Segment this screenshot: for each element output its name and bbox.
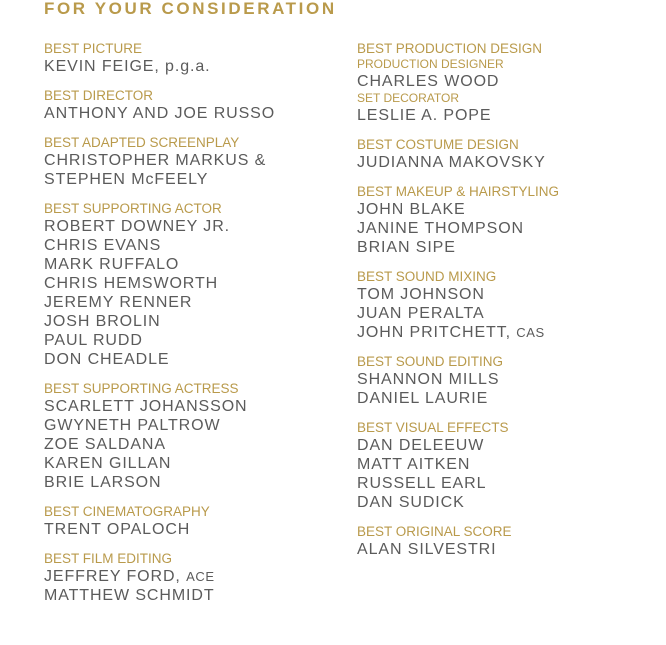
nominee-name	[44, 104, 344, 123]
award-category	[44, 504, 344, 539]
nominee-name	[357, 370, 657, 389]
nominee-name-text: MATT AITKEN	[357, 456, 471, 473]
nominee-name	[44, 435, 344, 454]
nominee-name	[44, 170, 344, 189]
award-category	[357, 269, 657, 342]
nominee-name	[44, 350, 344, 369]
nominee-name-text: CHARLES WOOD	[357, 73, 500, 90]
nominee-name	[44, 57, 344, 76]
nominee-name-text: PAUL RUDD	[44, 332, 143, 349]
category-title: BEST SUPPORTING ACTOR	[44, 201, 222, 216]
nominee-name	[357, 540, 657, 559]
nominee-name-text: JEFFREY FORD,	[44, 568, 187, 585]
award-category	[357, 137, 657, 172]
nominee-name-text: SCARLETT JOHANSSON	[44, 398, 248, 415]
nominee-name-text: JUDIANNA MAKOVSKY	[357, 154, 546, 171]
nominee-name	[44, 397, 344, 416]
nominee-name-text: SHANNON MILLS	[357, 371, 500, 388]
nominee-name	[357, 238, 657, 257]
nominee-name-text: ZOE SALDANA	[44, 436, 166, 453]
nominee-name-text: JEREMY RENNER	[44, 294, 193, 311]
nominee-name-text: CHRIS EVANS	[44, 237, 162, 254]
nominee-name	[357, 200, 657, 219]
nominee-name-text: TRENT OPALOCH	[44, 521, 191, 538]
nominee-name-text: MATTHEW SCHMIDT	[44, 587, 215, 604]
category-title: BEST PRODUCTION DESIGN	[357, 41, 543, 56]
nominee-name	[44, 293, 344, 312]
nominee-name	[357, 304, 657, 323]
nominee-credential: CAS	[516, 325, 545, 340]
nominee-name	[44, 331, 344, 350]
nominee-name-text: JOSH BROLIN	[44, 313, 161, 330]
nominee-name-text: GWYNETH PALTROW	[44, 417, 221, 434]
nominee-name	[44, 312, 344, 331]
nominee-name-text: JOHN PRITCHETT,	[357, 324, 517, 341]
nominee-name-text: DON CHEADLE	[44, 351, 170, 368]
nominee-name	[357, 455, 657, 474]
nominee-name-text: ALAN SILVESTRI	[357, 541, 497, 558]
category-title: BEST COSTUME DESIGN	[357, 137, 519, 152]
nominee-name-text: CHRIS HEMSWORTH	[44, 275, 219, 292]
nominee-name	[44, 473, 344, 492]
award-category	[357, 524, 657, 559]
nominee-name-text: DAN SUDICK	[357, 494, 465, 511]
page-heading: FOR YOUR CONSIDERATION	[44, 0, 337, 18]
role-subtitle: SET DECORATOR	[357, 91, 460, 105]
nominee-name	[44, 217, 344, 236]
nominee-name-text: KAREN GILLAN	[44, 455, 172, 472]
category-title: BEST PICTURE	[44, 41, 143, 56]
category-title: BEST ORIGINAL SCORE	[357, 524, 512, 539]
role-subtitle: PRODUCTION DESIGNER	[357, 57, 504, 71]
nominee-name	[357, 323, 657, 342]
nominee-name	[44, 416, 344, 435]
category-title: BEST SOUND MIXING	[357, 269, 497, 284]
category-title: BEST DIRECTOR	[44, 88, 154, 103]
nominee-name-text: ROBERT DOWNEY JR.	[44, 218, 230, 235]
category-title: BEST CINEMATOGRAPHY	[44, 504, 210, 519]
category-title: BEST ADAPTED SCREENPLAY	[44, 135, 240, 150]
nominee-name-text: DAN DELEEUW	[357, 437, 485, 454]
nominee-name-text: BRIAN SIPE	[357, 239, 456, 256]
nominee-name	[44, 520, 344, 539]
category-title: BEST FILM EDITING	[44, 551, 173, 566]
left-column	[44, 41, 344, 617]
award-category	[357, 420, 657, 512]
nominee-name	[44, 151, 344, 170]
nominee-name-text: STEPHEN McFEELY	[44, 171, 209, 188]
nominee-name	[44, 586, 344, 605]
award-category	[44, 135, 344, 189]
nominee-name-text: DANIEL LAURIE	[357, 390, 489, 407]
nominee-name-text: ANTHONY AND JOE RUSSO	[44, 105, 276, 122]
nominee-name	[357, 436, 657, 455]
nominee-credential: ACE	[186, 569, 215, 584]
nominee-name	[357, 153, 657, 172]
nominee-name-text: CHRISTOPHER MARKUS &	[44, 152, 267, 169]
award-category	[44, 41, 344, 76]
nominee-name-text: BRIE LARSON	[44, 474, 162, 491]
nominee-name-text: RUSSELL EARL	[357, 475, 487, 492]
nominee-name	[357, 72, 657, 91]
award-category	[357, 184, 657, 257]
award-category	[357, 41, 657, 125]
nominee-name	[357, 389, 657, 408]
nominee-name-text: TOM JOHNSON	[357, 286, 485, 303]
nominee-name	[357, 474, 657, 493]
nominee-name-text: LESLIE A. POPE	[357, 107, 492, 124]
nominee-name-text: JUAN PERALTA	[357, 305, 485, 322]
nominee-name	[44, 567, 344, 586]
nominee-name	[44, 454, 344, 473]
category-title: BEST SOUND EDITING	[357, 354, 504, 369]
nominee-name	[357, 493, 657, 512]
category-title: BEST SUPPORTING ACTRESS	[44, 381, 239, 396]
nominee-name	[44, 255, 344, 274]
nominee-name	[44, 274, 344, 293]
category-title: BEST VISUAL EFFECTS	[357, 420, 509, 435]
nominee-name-text: JOHN BLAKE	[357, 201, 466, 218]
nominee-name-text: KEVIN FEIGE, p.g.a.	[44, 58, 211, 75]
nominee-name	[44, 236, 344, 255]
award-category	[44, 551, 344, 605]
nominee-name	[357, 285, 657, 304]
nominee-name-text: JANINE THOMPSON	[357, 220, 524, 237]
award-category	[44, 201, 344, 369]
nominee-name	[357, 219, 657, 238]
right-column	[357, 41, 657, 571]
award-category	[44, 88, 344, 123]
award-category	[357, 354, 657, 408]
category-title: BEST MAKEUP & HAIRSTYLING	[357, 184, 560, 199]
nominee-name	[357, 106, 657, 125]
award-category	[44, 381, 344, 492]
nominee-name-text: MARK RUFFALO	[44, 256, 180, 273]
